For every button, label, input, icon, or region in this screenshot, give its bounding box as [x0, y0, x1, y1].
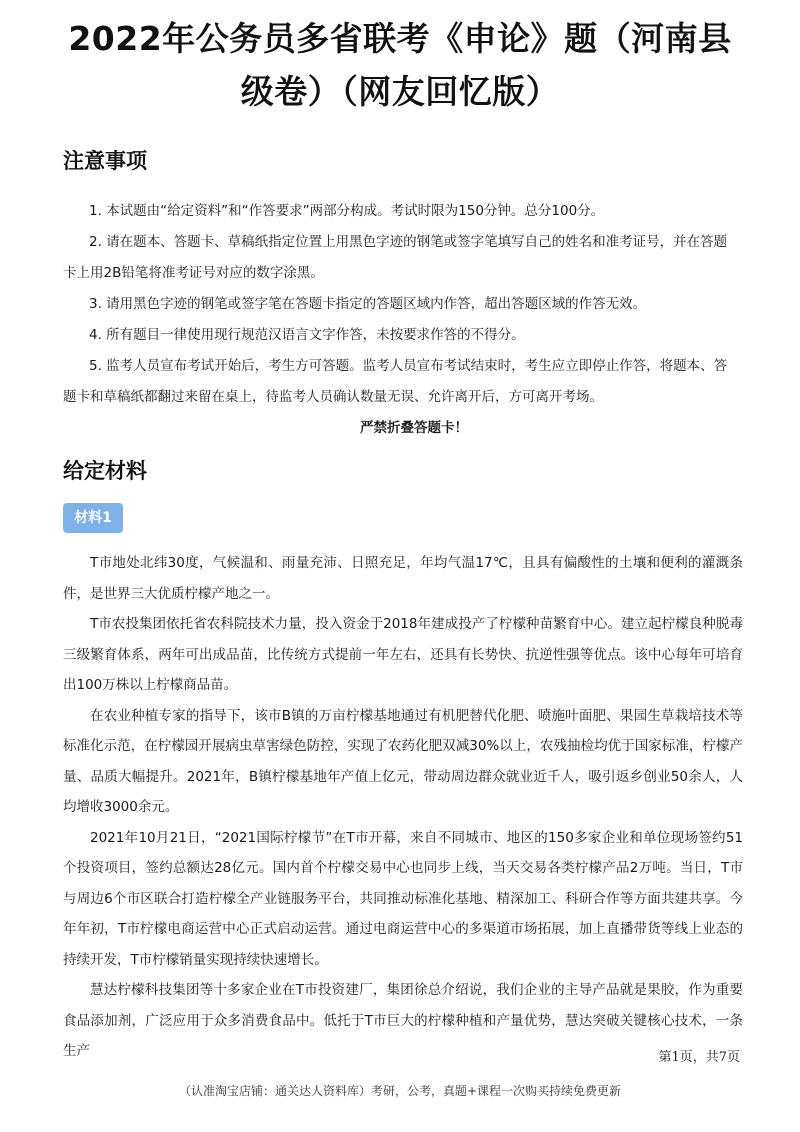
material-paragraph: 在农业种植专家的指导下，该市B镇的万亩柠檬基地通过有机肥替代化肥、喷施叶面肥、果园生草栽培技术等标准化示范，在柠檬园开展病虫草害绿色防控，实现了农药化肥双减30%以上，农残抽检均优于国家标准，柠檬产量、品质大幅提升。2021年，B镇柠檬基地年产值上亿元，带动周边群众就业近千人，吸引返乡创业50余人，人均增收3000余元。 — [63, 707, 743, 815]
material-1-badge: 材料1 — [63, 503, 123, 533]
material-paragraph: T市地处北纬30度，气候温和、雨量充沛、日照充足，年均气温17℃，且具有偏酸性的土壤和便利的灌溉条件，是世界三大优质柠檬产地之一。 — [63, 555, 743, 602]
notice-item: 5. 监考人员宣布考试开始后，考生方可答题。监考人员宣布考试结束时，考生应立即停止作答，将题本、答题卡和草稿纸都翻过来留在桌上，待监考人员确认数量无误、允许离开后，方可离开考场。 — [63, 358, 728, 405]
title-line-2: 级卷）（网友回忆版） — [240, 72, 560, 111]
material-paragraph: T市农投集团依托省农科院技术力量，投入资金于2018年建成投产了柠檬种苗繁育中心。建立起柠檬良种脱毒三级繁育体系，两年可出成品苗，比传统方式提前一年左右，还具有长势快、抗逆性强等优点。该中心每年可培育出100万株以上柠檬商品苗。 — [63, 616, 743, 693]
material-1-body — [63, 548, 743, 1067]
material-paragraph: 慧达柠檬科技集团等十多家企业在T市投资建厂，集团徐总介绍说，我们企业的主导产品就是果胶，作为重要食品添加剂，广泛应用于众多消费食品中。低托于T市巨大的柠檬种植和产量优势，慧达突破关键核心技术，一条生产 — [63, 982, 743, 1059]
notice-heading: 注意事项 — [63, 149, 147, 173]
footer-note: （认准淘宝店铺：通关达人资料库）考研，公考，真题+课程一次购买持续免费更新 — [178, 1084, 622, 1098]
material-paragraph: 2021年10月21日，“2021国际柠檬节”在T市开幕，来自不同城市、地区的150多家企业和单位现场签约51个投资项目，签约总额达28亿元。国内首个柠檬交易中心也同步上线，当天交易各类柠檬产品2万吨。当日，T市与周边6个市区联合打造柠檬全产业链服务平台，共同推动标准化基地、精深加工、科研合作等方面共建共享。今年年初，T市柠檬电商运营中心正式启动运营。通过电商运营中心的多渠道市场拓展，加上直播带货等线上业态的持续开发，T市柠檬销量实现持续快速增长。 — [63, 829, 743, 968]
warning-text: 严禁折叠答题卡！ — [360, 420, 468, 436]
page-number: 第1页，共7页 — [658, 1050, 740, 1065]
title-line-1: 2022年公务员多省联考《申论》题（河南县 — [68, 19, 732, 58]
document-title — [0, 0, 800, 118]
notice-item: 2. 请在题本、答题卡、草稿纸指定位置上用黑色字迹的钢笔或签字笔填写自己的姓名和准考证号，并在答题卡上用2B铅笔将准考证号对应的数字涂黑。 — [63, 234, 728, 281]
notice-item: 3. 请用黑色字迹的钢笔或签字笔在答题卡指定的答题区域内作答，超出答题区域的作答无效。 — [89, 296, 647, 312]
notice-item: 1. 本试题由“给定资料”和“作答要求”两部分构成。考试时限为150分钟。总分100分。 — [89, 203, 605, 219]
materials-heading: 给定材料 — [63, 459, 147, 483]
notice-list — [63, 196, 739, 444]
notice-item: 4. 所有题目一律使用现行规范汉语言文字作答，未按要求作答的不得分。 — [89, 327, 525, 343]
